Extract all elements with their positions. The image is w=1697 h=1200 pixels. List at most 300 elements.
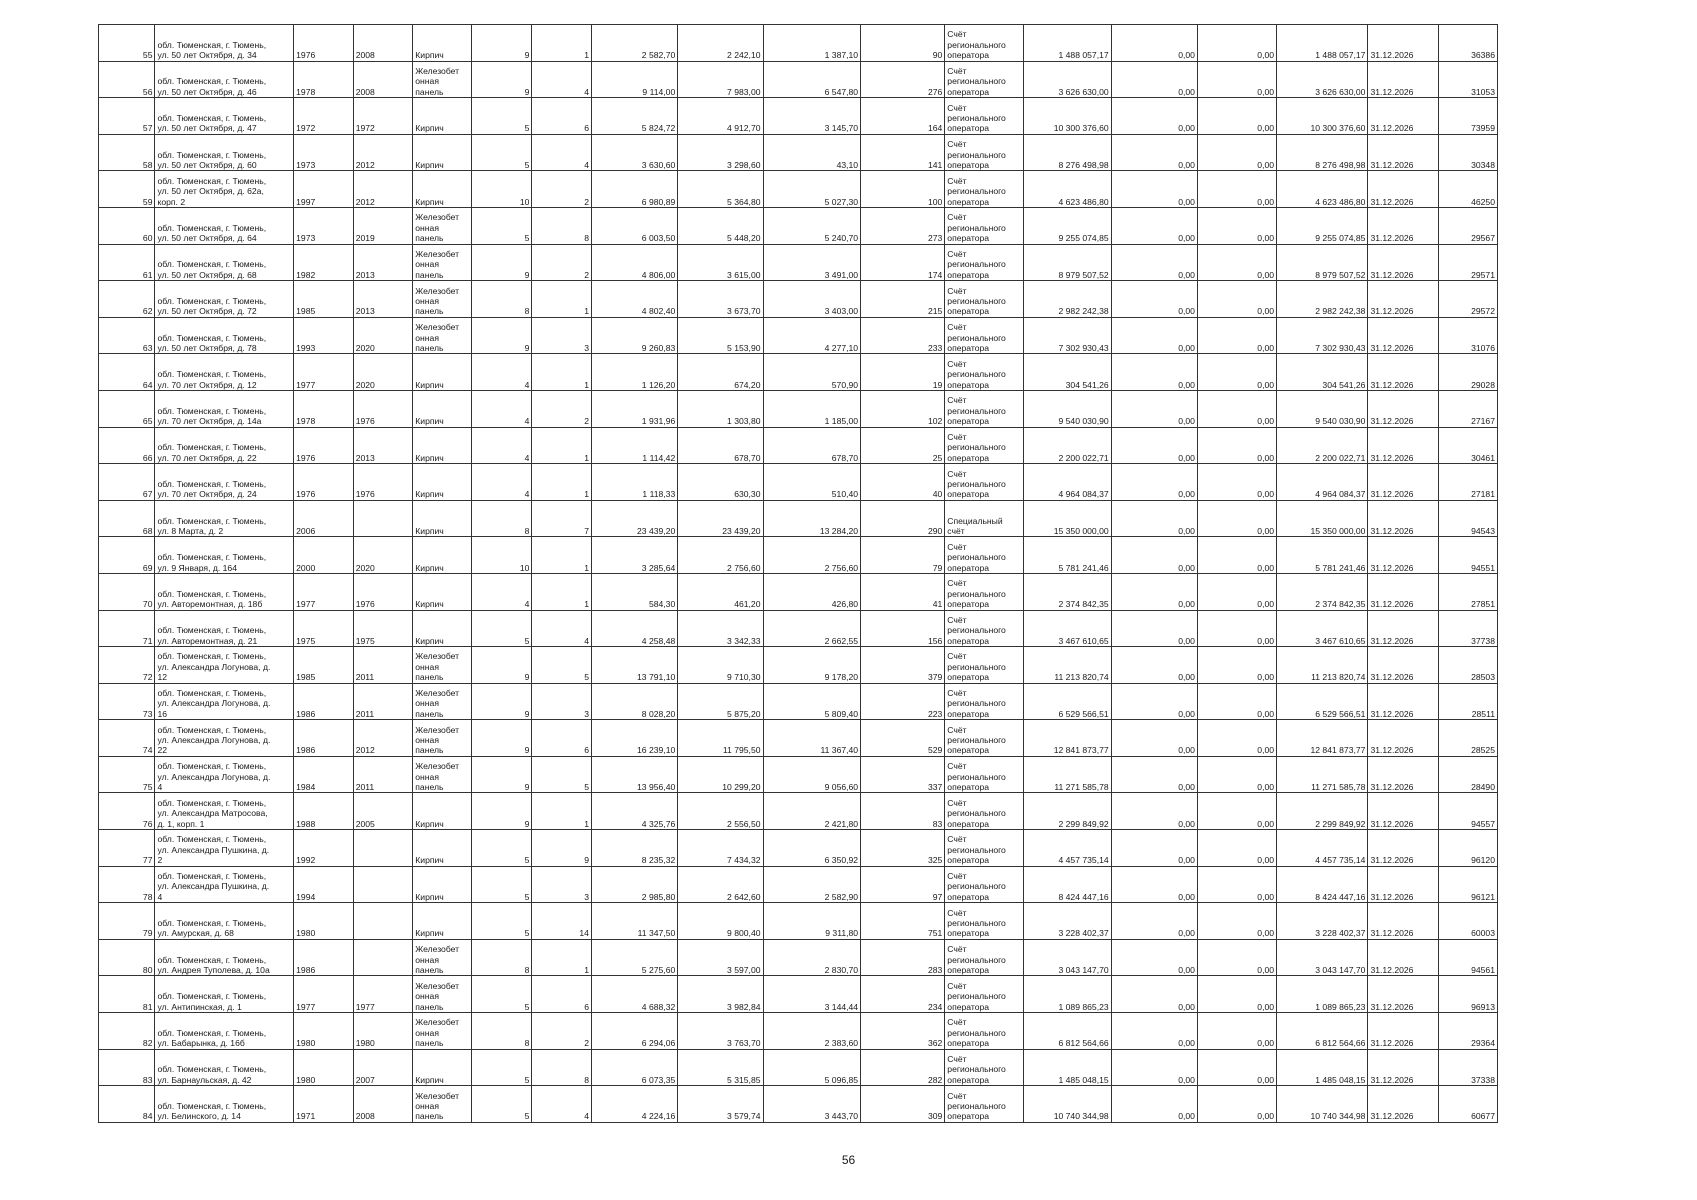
cost-3-cell: 0,00 — [1197, 866, 1276, 903]
cost-2-cell: 0,00 — [1111, 1013, 1197, 1050]
premises-area-cell: 5 315,85 — [678, 1049, 763, 1086]
row-number-cell: 69 — [99, 537, 155, 574]
year-built-cell: 1977 — [294, 573, 354, 610]
total-cost-cell: 5 781 241,46 — [1277, 537, 1368, 574]
fund-method-cell: Счёт регионального оператора — [945, 793, 1024, 830]
wall-material-cell: Железобет онная панель — [413, 244, 472, 281]
house-code-cell: 31076 — [1439, 317, 1498, 354]
cost-cell: 3 626 630,00 — [1024, 61, 1111, 98]
cost-cell: 3 467 610,65 — [1024, 610, 1111, 647]
floors-cell: 8 — [471, 939, 532, 976]
cost-cell: 7 302 930,43 — [1024, 317, 1111, 354]
cost-cell: 304 541,26 — [1024, 354, 1111, 391]
cost-3-cell: 0,00 — [1197, 171, 1276, 208]
row-number-cell: 55 — [99, 25, 155, 62]
total-cost-cell: 1 485 048,15 — [1277, 1049, 1368, 1086]
cost-3-cell: 0,00 — [1197, 903, 1276, 940]
total-cost-cell: 10 740 344,98 — [1277, 1086, 1368, 1123]
total-area-cell: 13 791,10 — [591, 647, 677, 684]
premises-area-cell: 23 439,20 — [678, 500, 763, 537]
house-code-cell: 27167 — [1439, 390, 1498, 427]
entrances-cell: 1 — [532, 573, 592, 610]
total-area-cell: 8 235,32 — [591, 830, 677, 867]
residents-cell: 273 — [861, 207, 945, 244]
row-number-cell: 56 — [99, 61, 155, 98]
living-area-cell: 5 809,40 — [763, 683, 861, 720]
premises-area-cell: 630,30 — [678, 464, 763, 501]
year-renovated-cell: 1975 — [353, 610, 413, 647]
wall-material-cell: Железобет онная панель — [413, 1086, 472, 1123]
year-built-cell: 1980 — [294, 1013, 354, 1050]
year-built-cell: 1985 — [294, 281, 354, 318]
fund-method-cell: Счёт регионального оператора — [945, 61, 1024, 98]
premises-area-cell: 7 434,32 — [678, 830, 763, 867]
house-code-cell: 94543 — [1439, 500, 1498, 537]
living-area-cell: 3 491,00 — [763, 244, 861, 281]
floors-cell: 5 — [471, 610, 532, 647]
cost-3-cell: 0,00 — [1197, 1049, 1276, 1086]
address-cell: обл. Тюменская, г. Тюмень, ул. 50 лет Октября, д. 62а, корп. 2 — [155, 171, 294, 208]
address-cell: обл. Тюменская, г. Тюмень, ул. Барнаульская, д. 42 — [155, 1049, 294, 1086]
address-cell: обл. Тюменская, г. Тюмень, ул. 70 лет Октября, д. 24 — [155, 464, 294, 501]
living-area-cell: 3 145,70 — [763, 98, 861, 135]
house-code-cell: 73959 — [1439, 98, 1498, 135]
cost-cell: 10 300 376,60 — [1024, 98, 1111, 135]
address-cell: обл. Тюменская, г. Тюмень, ул. Александра Логунова, д. 22 — [155, 720, 294, 757]
year-renovated-cell: 2011 — [353, 756, 413, 793]
total-area-cell: 6 003,50 — [591, 207, 677, 244]
house-code-cell: 28490 — [1439, 756, 1498, 793]
premises-area-cell: 3 342,33 — [678, 610, 763, 647]
table-row — [99, 903, 1498, 940]
total-area-cell: 4 806,00 — [591, 244, 677, 281]
row-number-cell: 68 — [99, 500, 155, 537]
house-code-cell: 36386 — [1439, 25, 1498, 62]
deadline-date-cell: 31.12.2026 — [1368, 464, 1439, 501]
floors-cell: 9 — [471, 25, 532, 62]
year-renovated-cell — [353, 866, 413, 903]
premises-area-cell: 5 364,80 — [678, 171, 763, 208]
cost-cell: 9 540 030,90 — [1024, 390, 1111, 427]
cost-2-cell: 0,00 — [1111, 866, 1197, 903]
residents-cell: 283 — [861, 939, 945, 976]
house-code-cell: 46250 — [1439, 171, 1498, 208]
residents-cell: 164 — [861, 98, 945, 135]
entrances-cell: 14 — [532, 903, 592, 940]
cost-2-cell: 0,00 — [1111, 61, 1197, 98]
year-renovated-cell: 2012 — [353, 720, 413, 757]
cost-2-cell: 0,00 — [1111, 793, 1197, 830]
entrances-cell: 6 — [532, 98, 592, 135]
fund-method-cell: Счёт регионального оператора — [945, 537, 1024, 574]
fund-method-cell: Счёт регионального оператора — [945, 98, 1024, 135]
cost-2-cell: 0,00 — [1111, 207, 1197, 244]
cost-3-cell: 0,00 — [1197, 720, 1276, 757]
cost-3-cell: 0,00 — [1197, 500, 1276, 537]
cost-2-cell: 0,00 — [1111, 171, 1197, 208]
cost-cell: 8 979 507,52 — [1024, 244, 1111, 281]
cost-3-cell: 0,00 — [1197, 281, 1276, 318]
page-number: 56 — [841, 1153, 856, 1167]
entrances-cell: 4 — [532, 134, 592, 171]
deadline-date-cell: 31.12.2026 — [1368, 939, 1439, 976]
cost-2-cell: 0,00 — [1111, 25, 1197, 62]
wall-material-cell: Кирпич — [413, 830, 472, 867]
deadline-date-cell: 31.12.2026 — [1368, 317, 1439, 354]
premises-area-cell: 5 875,20 — [678, 683, 763, 720]
residents-cell: 41 — [861, 573, 945, 610]
residents-cell: 19 — [861, 354, 945, 391]
residents-cell: 529 — [861, 720, 945, 757]
deadline-date-cell: 31.12.2026 — [1368, 756, 1439, 793]
total-area-cell: 4 802,40 — [591, 281, 677, 318]
fund-method-cell: Счёт регионального оператора — [945, 1086, 1024, 1123]
year-built-cell: 1986 — [294, 683, 354, 720]
address-cell: обл. Тюменская, г. Тюмень, ул. 50 лет Октября, д. 72 — [155, 281, 294, 318]
living-area-cell: 2 383,60 — [763, 1013, 861, 1050]
address-cell: обл. Тюменская, г. Тюмень, ул. 50 лет Октября, д. 34 — [155, 25, 294, 62]
entrances-cell: 4 — [532, 61, 592, 98]
year-built-cell: 2000 — [294, 537, 354, 574]
fund-method-cell: Счёт регионального оператора — [945, 939, 1024, 976]
address-cell: обл. Тюменская, г. Тюмень, ул. 70 лет Октября, д. 14а — [155, 390, 294, 427]
year-renovated-cell — [353, 939, 413, 976]
address-cell: обл. Тюменская, г. Тюмень, ул. 50 лет Октября, д. 60 — [155, 134, 294, 171]
deadline-date-cell: 31.12.2026 — [1368, 610, 1439, 647]
address-cell: обл. Тюменская, г. Тюмень, ул. Бабарынка, д. 16б — [155, 1013, 294, 1050]
row-number-cell: 79 — [99, 903, 155, 940]
total-cost-cell: 2 200 022,71 — [1277, 427, 1368, 464]
premises-area-cell: 9 800,40 — [678, 903, 763, 940]
table-row — [99, 317, 1498, 354]
wall-material-cell: Железобет онная панель — [413, 207, 472, 244]
premises-area-cell: 3 763,70 — [678, 1013, 763, 1050]
wall-material-cell: Кирпич — [413, 98, 472, 135]
row-number-cell: 57 — [99, 98, 155, 135]
address-cell: обл. Тюменская, г. Тюмень, ул. 50 лет Октября, д. 64 — [155, 207, 294, 244]
year-renovated-cell: 2007 — [353, 1049, 413, 1086]
residents-cell: 309 — [861, 1086, 945, 1123]
floors-cell: 10 — [471, 171, 532, 208]
living-area-cell: 678,70 — [763, 427, 861, 464]
deadline-date-cell: 31.12.2026 — [1368, 1049, 1439, 1086]
row-number-cell: 67 — [99, 464, 155, 501]
entrances-cell: 4 — [532, 1086, 592, 1123]
house-code-cell: 30461 — [1439, 427, 1498, 464]
floors-cell: 5 — [471, 830, 532, 867]
cost-cell: 4 964 084,37 — [1024, 464, 1111, 501]
residents-cell: 83 — [861, 793, 945, 830]
cost-2-cell: 0,00 — [1111, 683, 1197, 720]
table-row — [99, 830, 1498, 867]
house-code-cell: 28511 — [1439, 683, 1498, 720]
cost-3-cell: 0,00 — [1197, 25, 1276, 62]
fund-method-cell: Счёт регионального оператора — [945, 976, 1024, 1013]
deadline-date-cell: 31.12.2026 — [1368, 98, 1439, 135]
total-area-cell: 11 347,50 — [591, 903, 677, 940]
address-cell: обл. Тюменская, г. Тюмень, ул. Александра Логунова, д. 12 — [155, 647, 294, 684]
total-area-cell: 2 582,70 — [591, 25, 677, 62]
total-cost-cell: 3 626 630,00 — [1277, 61, 1368, 98]
entrances-cell: 1 — [532, 281, 592, 318]
cost-2-cell: 0,00 — [1111, 1086, 1197, 1123]
premises-area-cell: 5 448,20 — [678, 207, 763, 244]
living-area-cell: 3 403,00 — [763, 281, 861, 318]
table-row — [99, 464, 1498, 501]
fund-method-cell: Счёт регионального оператора — [945, 281, 1024, 318]
cost-cell: 10 740 344,98 — [1024, 1086, 1111, 1123]
fund-method-cell: Счёт регионального оператора — [945, 1049, 1024, 1086]
year-renovated-cell: 2008 — [353, 25, 413, 62]
floors-cell: 8 — [471, 281, 532, 318]
living-area-cell: 13 284,20 — [763, 500, 861, 537]
fund-method-cell: Счёт регионального оператора — [945, 866, 1024, 903]
cost-cell: 8 276 498,98 — [1024, 134, 1111, 171]
cost-2-cell: 0,00 — [1111, 647, 1197, 684]
deadline-date-cell: 31.12.2026 — [1368, 500, 1439, 537]
table-row — [99, 793, 1498, 830]
deadline-date-cell: 31.12.2026 — [1368, 683, 1439, 720]
address-cell: обл. Тюменская, г. Тюмень, ул. Александра Матросова, д. 1, корп. 1 — [155, 793, 294, 830]
house-code-cell: 94551 — [1439, 537, 1498, 574]
residents-cell: 40 — [861, 464, 945, 501]
fund-method-cell: Счёт регионального оператора — [945, 756, 1024, 793]
deadline-date-cell: 31.12.2026 — [1368, 134, 1439, 171]
year-renovated-cell: 2020 — [353, 537, 413, 574]
living-area-cell: 2 582,90 — [763, 866, 861, 903]
deadline-date-cell: 31.12.2026 — [1368, 244, 1439, 281]
cost-cell: 1 485 048,15 — [1024, 1049, 1111, 1086]
wall-material-cell: Кирпич — [413, 1049, 472, 1086]
deadline-date-cell: 31.12.2026 — [1368, 427, 1439, 464]
address-cell: обл. Тюменская, г. Тюмень, ул. Александра Пушкина, д. 4 — [155, 866, 294, 903]
total-area-cell: 23 439,20 — [591, 500, 677, 537]
total-area-cell: 4 325,76 — [591, 793, 677, 830]
living-area-cell: 3 443,70 — [763, 1086, 861, 1123]
table-row — [99, 25, 1498, 62]
address-cell: обл. Тюменская, г. Тюмень, ул. 8 Марта, д. 2 — [155, 500, 294, 537]
address-cell: обл. Тюменская, г. Тюмень, ул. 70 лет Октября, д. 22 — [155, 427, 294, 464]
total-area-cell: 9 114,00 — [591, 61, 677, 98]
row-number-cell: 61 — [99, 244, 155, 281]
total-cost-cell: 10 300 376,60 — [1277, 98, 1368, 135]
floors-cell: 5 — [471, 866, 532, 903]
premises-area-cell: 3 579,74 — [678, 1086, 763, 1123]
living-area-cell: 6 547,80 — [763, 61, 861, 98]
total-cost-cell: 2 374 842,35 — [1277, 573, 1368, 610]
residents-cell: 156 — [861, 610, 945, 647]
row-number-cell: 64 — [99, 354, 155, 391]
wall-material-cell: Кирпич — [413, 573, 472, 610]
table-row — [99, 171, 1498, 208]
entrances-cell: 6 — [532, 720, 592, 757]
cost-3-cell: 0,00 — [1197, 207, 1276, 244]
residents-cell: 362 — [861, 1013, 945, 1050]
fund-method-cell: Счёт регионального оператора — [945, 25, 1024, 62]
year-renovated-cell: 2011 — [353, 683, 413, 720]
year-built-cell: 1988 — [294, 793, 354, 830]
cost-cell: 9 255 074,85 — [1024, 207, 1111, 244]
total-cost-cell: 4 623 486,80 — [1277, 171, 1368, 208]
table-row — [99, 610, 1498, 647]
wall-material-cell: Кирпич — [413, 610, 472, 647]
total-area-cell: 2 985,80 — [591, 866, 677, 903]
cost-2-cell: 0,00 — [1111, 390, 1197, 427]
cost-cell: 5 781 241,46 — [1024, 537, 1111, 574]
total-cost-cell: 8 276 498,98 — [1277, 134, 1368, 171]
total-area-cell: 13 956,40 — [591, 756, 677, 793]
residents-cell: 215 — [861, 281, 945, 318]
cost-cell: 8 424 447,16 — [1024, 866, 1111, 903]
floors-cell: 5 — [471, 903, 532, 940]
residents-cell: 174 — [861, 244, 945, 281]
cost-2-cell: 0,00 — [1111, 976, 1197, 1013]
fund-method-cell: Счёт регионального оператора — [945, 1013, 1024, 1050]
total-area-cell: 8 028,20 — [591, 683, 677, 720]
year-built-cell: 2006 — [294, 500, 354, 537]
cost-cell: 4 623 486,80 — [1024, 171, 1111, 208]
residents-cell: 234 — [861, 976, 945, 1013]
house-code-cell: 29572 — [1439, 281, 1498, 318]
total-cost-cell: 6 529 566,51 — [1277, 683, 1368, 720]
wall-material-cell: Кирпич — [413, 464, 472, 501]
entrances-cell: 1 — [532, 464, 592, 501]
total-cost-cell: 8 979 507,52 — [1277, 244, 1368, 281]
year-renovated-cell: 1977 — [353, 976, 413, 1013]
cost-2-cell: 0,00 — [1111, 317, 1197, 354]
cost-3-cell: 0,00 — [1197, 830, 1276, 867]
cost-2-cell: 0,00 — [1111, 939, 1197, 976]
cost-3-cell: 0,00 — [1197, 98, 1276, 135]
living-area-cell: 3 144,44 — [763, 976, 861, 1013]
premises-area-cell: 10 299,20 — [678, 756, 763, 793]
cost-2-cell: 0,00 — [1111, 1049, 1197, 1086]
table-row — [99, 354, 1498, 391]
year-built-cell: 1994 — [294, 866, 354, 903]
table-row — [99, 647, 1498, 684]
fund-method-cell: Счёт регионального оператора — [945, 244, 1024, 281]
entrances-cell: 2 — [532, 390, 592, 427]
total-area-cell: 1 114,42 — [591, 427, 677, 464]
year-built-cell: 1997 — [294, 171, 354, 208]
row-number-cell: 58 — [99, 134, 155, 171]
total-area-cell: 6 073,35 — [591, 1049, 677, 1086]
cost-cell: 11 271 585,78 — [1024, 756, 1111, 793]
total-area-cell: 4 688,32 — [591, 976, 677, 1013]
total-cost-cell: 3 228 402,37 — [1277, 903, 1368, 940]
row-number-cell: 76 — [99, 793, 155, 830]
premises-area-cell: 2 242,10 — [678, 25, 763, 62]
row-number-cell: 65 — [99, 390, 155, 427]
house-code-cell: 37738 — [1439, 610, 1498, 647]
address-cell: обл. Тюменская, г. Тюмень, ул. Авторемонтная, д. 21 — [155, 610, 294, 647]
total-area-cell: 1 931,96 — [591, 390, 677, 427]
cost-3-cell: 0,00 — [1197, 939, 1276, 976]
cost-2-cell: 0,00 — [1111, 464, 1197, 501]
row-number-cell: 62 — [99, 281, 155, 318]
premises-area-cell: 2 756,60 — [678, 537, 763, 574]
wall-material-cell: Кирпич — [413, 537, 472, 574]
address-cell: обл. Тюменская, г. Тюмень, ул. Александра Пушкина, д. 2 — [155, 830, 294, 867]
residents-cell: 25 — [861, 427, 945, 464]
cost-cell: 2 982 242,38 — [1024, 281, 1111, 318]
year-renovated-cell: 1976 — [353, 390, 413, 427]
total-cost-cell: 3 043 147,70 — [1277, 939, 1368, 976]
fund-method-cell: Счёт регионального оператора — [945, 573, 1024, 610]
living-area-cell: 570,90 — [763, 354, 861, 391]
premises-area-cell: 9 710,30 — [678, 647, 763, 684]
year-renovated-cell: 2013 — [353, 427, 413, 464]
premises-area-cell: 3 673,70 — [678, 281, 763, 318]
living-area-cell: 9 056,60 — [763, 756, 861, 793]
residents-cell: 100 — [861, 171, 945, 208]
table-row — [99, 1086, 1498, 1123]
house-code-cell: 31053 — [1439, 61, 1498, 98]
floors-cell: 9 — [471, 683, 532, 720]
table-row — [99, 537, 1498, 574]
fund-method-cell: Счёт регионального оператора — [945, 903, 1024, 940]
year-renovated-cell — [353, 830, 413, 867]
floors-cell: 9 — [471, 720, 532, 757]
year-renovated-cell: 2012 — [353, 171, 413, 208]
floors-cell: 5 — [471, 1049, 532, 1086]
year-renovated-cell: 2008 — [353, 1086, 413, 1123]
total-cost-cell: 9 540 030,90 — [1277, 390, 1368, 427]
row-number-cell: 59 — [99, 171, 155, 208]
residents-cell: 79 — [861, 537, 945, 574]
premises-area-cell: 461,20 — [678, 573, 763, 610]
total-cost-cell: 4 964 084,37 — [1277, 464, 1368, 501]
row-number-cell: 72 — [99, 647, 155, 684]
total-area-cell: 6 980,89 — [591, 171, 677, 208]
premises-area-cell: 1 303,80 — [678, 390, 763, 427]
living-area-cell: 5 240,70 — [763, 207, 861, 244]
row-number-cell: 74 — [99, 720, 155, 757]
table-row — [99, 976, 1498, 1013]
cost-2-cell: 0,00 — [1111, 427, 1197, 464]
living-area-cell: 9 311,80 — [763, 903, 861, 940]
cost-3-cell: 0,00 — [1197, 537, 1276, 574]
year-built-cell: 1976 — [294, 427, 354, 464]
entrances-cell: 9 — [532, 830, 592, 867]
fund-method-cell: Специальный счёт — [945, 500, 1024, 537]
total-cost-cell: 3 467 610,65 — [1277, 610, 1368, 647]
premises-area-cell: 11 795,50 — [678, 720, 763, 757]
year-built-cell: 1977 — [294, 354, 354, 391]
premises-area-cell: 4 912,70 — [678, 98, 763, 135]
table-row — [99, 281, 1498, 318]
year-built-cell: 1986 — [294, 720, 354, 757]
living-area-cell: 2 830,70 — [763, 939, 861, 976]
entrances-cell: 7 — [532, 500, 592, 537]
cost-2-cell: 0,00 — [1111, 354, 1197, 391]
cost-cell: 1 089 865,23 — [1024, 976, 1111, 1013]
total-area-cell: 4 224,16 — [591, 1086, 677, 1123]
year-built-cell: 1984 — [294, 756, 354, 793]
wall-material-cell: Железобет онная панель — [413, 756, 472, 793]
living-area-cell: 11 367,40 — [763, 720, 861, 757]
wall-material-cell: Железобет онная панель — [413, 939, 472, 976]
cost-3-cell: 0,00 — [1197, 610, 1276, 647]
fund-method-cell: Счёт регионального оператора — [945, 720, 1024, 757]
cost-cell: 2 374 842,35 — [1024, 573, 1111, 610]
cost-2-cell: 0,00 — [1111, 500, 1197, 537]
deadline-date-cell: 31.12.2026 — [1368, 281, 1439, 318]
row-number-cell: 71 — [99, 610, 155, 647]
cost-3-cell: 0,00 — [1197, 573, 1276, 610]
premises-area-cell: 5 153,90 — [678, 317, 763, 354]
wall-material-cell: Кирпич — [413, 427, 472, 464]
